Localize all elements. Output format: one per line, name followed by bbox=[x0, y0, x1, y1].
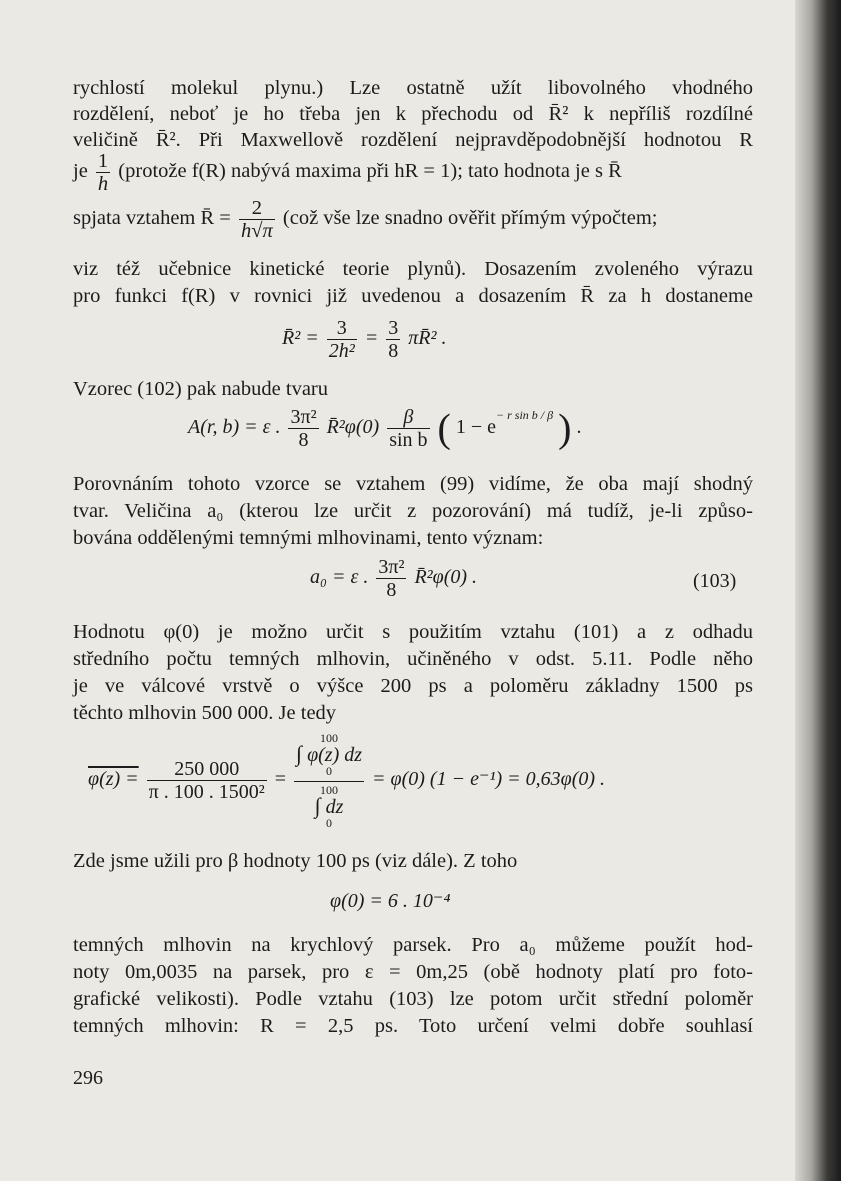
text-line: těchto mlhovin 500 000. Je tedy bbox=[73, 702, 337, 724]
integral-fraction bbox=[294, 730, 364, 831]
page-number: 296 bbox=[73, 1067, 103, 1089]
equation-part: . bbox=[576, 416, 582, 439]
text-line: středního počtu temných mlhovin, učiněného v odst. 5.11. Podle něho bbox=[73, 648, 753, 670]
fraction-numerator: 3 bbox=[327, 317, 357, 340]
text-line: Porovnáním tohoto vzorce se vztahem (99) vidíme, že oba mají shodný bbox=[73, 473, 753, 495]
equation-part: φ(z) = bbox=[88, 768, 139, 791]
fraction-numerator: 2 bbox=[239, 197, 275, 220]
equation-part: = bbox=[364, 327, 379, 350]
text-line: je ve válcové vrstvě o výšce 200 ps a poloměru základny 1500 ps bbox=[73, 675, 753, 697]
equation-r-squared bbox=[282, 317, 446, 362]
equation-part: πR̄² . bbox=[408, 327, 447, 350]
fraction bbox=[147, 758, 267, 803]
text-line: tvar. Veličina a₀ (kterou lze určit z pozorování) má tudíž, je-li způso- bbox=[73, 500, 753, 522]
fraction-denominator: 8 bbox=[386, 579, 397, 601]
fraction-denominator: sin b bbox=[389, 429, 428, 451]
equation-phi-0: φ(0) = 6 . 10⁻⁴ bbox=[330, 890, 451, 912]
paren-close: ) bbox=[558, 405, 572, 451]
integral-lower-limit: 0 bbox=[326, 816, 333, 830]
fraction bbox=[386, 317, 400, 362]
fraction-denominator: 2h² bbox=[328, 340, 355, 362]
fraction-denominator: 8 bbox=[298, 429, 309, 451]
text-line: grafické velikosti). Podle vztahu (103) lze potom určit střední poloměr bbox=[73, 988, 753, 1010]
equation-phi-z bbox=[88, 730, 605, 831]
text-fragment: spjata vztahem R̄ = bbox=[73, 207, 231, 230]
equation-part: R̄²φ(0) bbox=[326, 416, 380, 439]
integral-sign: ∫ bbox=[314, 793, 321, 818]
fraction bbox=[327, 317, 357, 362]
fraction-numerator: 1 bbox=[97, 150, 109, 172]
equation-part: A(r, b) = ε . bbox=[188, 416, 281, 439]
equation-part: 1 − e bbox=[455, 416, 497, 439]
equation-part: R̄² = bbox=[282, 327, 319, 350]
page-edge-shadow bbox=[795, 0, 841, 1181]
fraction-numerator: 3 bbox=[388, 317, 399, 339]
equation-part: a₀ = ε . bbox=[310, 566, 369, 589]
text-line: Zde jsme užili pro β hodnoty 100 ps (viz dále). Z toho bbox=[73, 850, 518, 872]
fraction-denominator: π . 100 . 1500² bbox=[148, 781, 265, 803]
text-line: veličině R̄². Při Maxwellově rozdělení nejpravděpodobnější hodnotou R bbox=[73, 129, 753, 151]
fraction-denominator: 8 bbox=[388, 340, 399, 362]
text-line-with-fraction bbox=[73, 197, 753, 249]
text-line: temných mlhovin: R = 2,5 ps. Toto určení velmi dobře souhlasí bbox=[73, 1015, 753, 1037]
equation-label: (103) bbox=[693, 570, 737, 592]
text-line: noty 0m,0035 na parsek, pro ε = 0m,25 (obě hodnoty platí pro foto- bbox=[73, 961, 753, 983]
text-line: bována oddělenými temnými mlhovinami, tento význam: bbox=[73, 527, 544, 549]
integral-body: φ(z) dz bbox=[307, 744, 363, 766]
exponent: − r sin b / β bbox=[496, 408, 554, 423]
paren-open: ( bbox=[437, 405, 451, 451]
equation-part: R̄²φ(0) . bbox=[414, 566, 478, 589]
text-line-with-fraction bbox=[73, 150, 753, 196]
fraction-1-over-h bbox=[96, 150, 110, 195]
integral-numerator bbox=[294, 730, 364, 782]
text-fragment: (což vše lze snadno ověřit přímým výpočtem; bbox=[282, 207, 658, 230]
fraction-numerator: 250 000 bbox=[147, 758, 267, 781]
text-line: viz též učebnice kinetické teorie plynů). Dosazením zvoleného výrazu bbox=[73, 258, 753, 280]
fraction bbox=[288, 406, 318, 451]
integral-upper-limit: 100 bbox=[320, 731, 339, 745]
integral-upper-limit: 100 bbox=[320, 783, 339, 797]
text-fragment: (protože f(R) nabývá maxima při hR = 1); tato hodnota je s R̄ bbox=[118, 160, 622, 183]
fraction bbox=[387, 406, 429, 451]
equation-part: = φ(0) (1 − e⁻¹) = 0,63φ(0) . bbox=[372, 768, 606, 791]
equation-part: = bbox=[274, 768, 287, 791]
integral-body: dz bbox=[325, 796, 344, 818]
fraction-denominator: h√π bbox=[241, 220, 273, 242]
text-line: temných mlhovin na krychlový parsek. Pro a₀ můžeme použít hod- bbox=[73, 934, 753, 956]
text-line: Vzorec (102) pak nabude tvaru bbox=[73, 378, 328, 400]
fraction-numerator: β bbox=[387, 406, 429, 429]
fraction-numerator: 3π² bbox=[290, 406, 317, 428]
fraction-denominator: h bbox=[97, 173, 109, 195]
equation-a-r-b bbox=[188, 406, 581, 451]
integral-denominator bbox=[294, 782, 364, 831]
text-line: pro funkci f(R) v rovnici již uvedenou a dosazením R̄ za h dostaneme bbox=[73, 285, 753, 307]
fraction-2-over-h-sqrt-pi bbox=[239, 197, 275, 242]
integral-sign: ∫ bbox=[296, 741, 303, 766]
text-fragment: je bbox=[73, 160, 88, 183]
text-line: rychlostí molekul plynu.) Lze ostatně užít libovolného vhodného bbox=[73, 77, 753, 99]
text-line: Hodnotu φ(0) je možno určit s použitím vztahu (101) a z odhadu bbox=[73, 621, 753, 643]
text-line: rozdělení, neboť je ho třeba jen k přechodu od R̄² k nepříliš rozdílné bbox=[73, 103, 753, 125]
equation-a0 bbox=[310, 556, 477, 601]
fraction bbox=[376, 556, 406, 601]
fraction-numerator: 3π² bbox=[378, 556, 405, 578]
integral-lower-limit: 0 bbox=[326, 764, 333, 778]
